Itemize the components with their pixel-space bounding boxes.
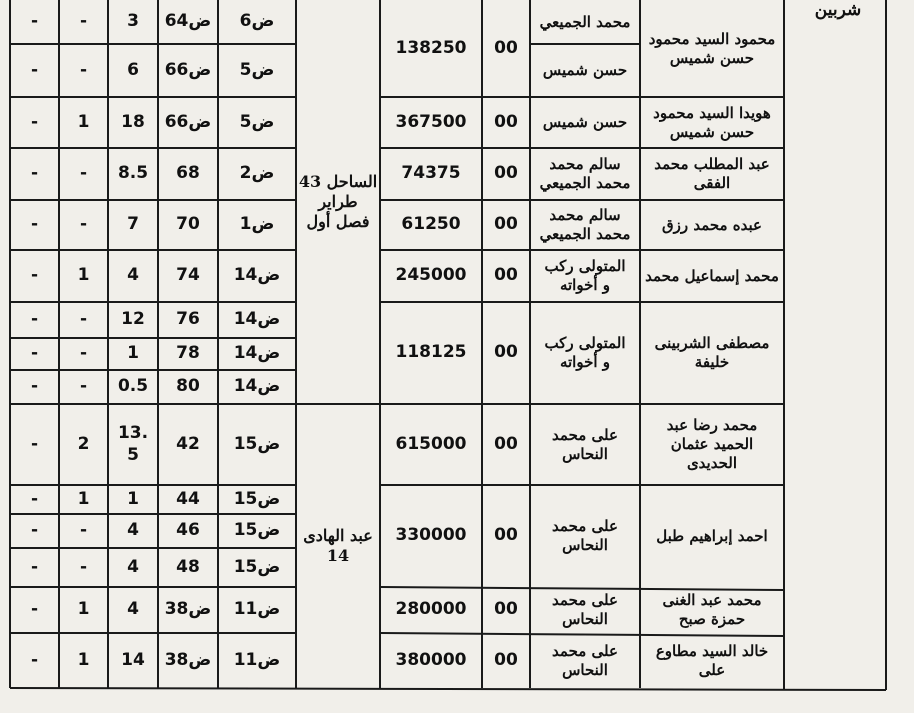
sahm-cell: 2 bbox=[77, 433, 90, 454]
code-cell: 00 bbox=[494, 525, 518, 546]
hod-cell: ض15 bbox=[233, 520, 281, 541]
price-cell: 280000 bbox=[395, 599, 467, 620]
seller-name-cell: المتولى ركب و أخواته bbox=[544, 257, 626, 294]
qirat-cell: 4 bbox=[127, 265, 139, 286]
dash-cell: - bbox=[30, 163, 39, 184]
price-cell: 615000 bbox=[395, 433, 467, 454]
owner-name-cell: هويدا السيد محمود حسن شميس bbox=[653, 103, 771, 141]
sahm-cell: - bbox=[79, 163, 88, 184]
price-cell: 138250 bbox=[395, 37, 467, 58]
seller-name-cell: على محمد النحاس bbox=[552, 425, 618, 463]
qirat-cell: 1 bbox=[127, 488, 139, 509]
sahm-cell: - bbox=[79, 214, 88, 235]
seller-name-cell: سالم محمد محمد الجميعي bbox=[539, 206, 631, 243]
qirat-cell: 6 bbox=[127, 59, 139, 80]
hod-cell: ض6 bbox=[239, 11, 275, 32]
sahm-cell: - bbox=[79, 376, 88, 397]
code-cell: 00 bbox=[494, 163, 518, 184]
hod-cell: ض15 bbox=[233, 488, 281, 509]
plot-number-cell: 44 bbox=[176, 488, 200, 509]
dash-cell: - bbox=[30, 488, 39, 509]
dash-cell: - bbox=[30, 265, 39, 286]
seller-name-cell: حسن شميس bbox=[542, 113, 628, 132]
plot-number-cell: ض38 bbox=[164, 649, 212, 670]
qirat-cell: 1 bbox=[127, 343, 139, 364]
qirat-cell: 14 bbox=[121, 649, 145, 670]
qirat-cell: 18 bbox=[121, 111, 145, 132]
dash-cell: - bbox=[30, 433, 39, 454]
dash-cell: - bbox=[30, 11, 39, 32]
hod-cell: ض11 bbox=[233, 649, 281, 670]
dash-cell: - bbox=[30, 376, 39, 397]
owner-name-cell: خالد السيد مطاوع على bbox=[655, 641, 769, 679]
area-name-cell: الساحل 43 طراير فصل أول bbox=[298, 172, 378, 231]
owner-name-cell: محمود السيد محمود حسن شميس bbox=[648, 29, 776, 67]
price-cell: 74375 bbox=[401, 163, 461, 184]
code-cell: 00 bbox=[494, 649, 518, 670]
plot-number-cell: ض64 bbox=[164, 11, 212, 32]
hod-cell: ض14 bbox=[233, 376, 281, 397]
code-cell: 00 bbox=[494, 214, 518, 235]
plot-number-cell: 42 bbox=[176, 433, 200, 454]
hod-cell: ض11 bbox=[233, 599, 281, 620]
qirat-cell: 7 bbox=[127, 214, 139, 235]
dash-cell: - bbox=[30, 556, 39, 577]
qirat-cell: 4 bbox=[127, 556, 139, 577]
qirat-cell: 4 bbox=[127, 599, 139, 620]
code-cell: 00 bbox=[494, 599, 518, 620]
seller-name-cell: محمد الجميعي bbox=[539, 12, 631, 31]
plot-number-cell: 68 bbox=[176, 163, 200, 184]
dash-cell: - bbox=[30, 520, 39, 541]
sahm-cell: - bbox=[79, 309, 88, 330]
price-cell: 367500 bbox=[395, 111, 467, 132]
hod-cell: ض14 bbox=[233, 265, 281, 286]
seller-name-cell: حسن شميس bbox=[542, 61, 628, 80]
owner-name-cell: عبد المطلب محمد الفقى bbox=[654, 155, 770, 192]
hod-cell: ض15 bbox=[233, 556, 281, 577]
price-cell: 118125 bbox=[395, 342, 467, 363]
code-cell: 00 bbox=[494, 433, 518, 454]
sahm-cell: - bbox=[79, 520, 88, 541]
region-label: شربين bbox=[814, 0, 862, 20]
plot-number-cell: 46 bbox=[176, 520, 200, 541]
seller-name-cell: المتولى ركب و أخواته bbox=[544, 334, 626, 371]
owner-name-cell: عبده محمد رزق bbox=[661, 215, 763, 234]
hod-cell: ض5 bbox=[239, 111, 275, 132]
dash-cell: - bbox=[30, 649, 39, 670]
sahm-cell: 1 bbox=[77, 599, 90, 620]
dash-cell: - bbox=[30, 309, 39, 330]
plot-number-cell: 78 bbox=[176, 343, 200, 364]
hod-cell: ض5 bbox=[239, 59, 275, 80]
hod-cell: ض14 bbox=[233, 343, 281, 364]
price-cell: 61250 bbox=[401, 214, 461, 235]
sahm-cell: 1 bbox=[77, 265, 90, 286]
dash-cell: - bbox=[30, 599, 39, 620]
code-cell: 00 bbox=[494, 265, 518, 286]
dash-cell: - bbox=[30, 111, 39, 132]
sahm-cell: 1 bbox=[77, 111, 90, 132]
sahm-cell: - bbox=[79, 556, 88, 577]
qirat-cell: 13. 5 bbox=[117, 423, 149, 465]
hod-cell: ض2 bbox=[239, 163, 275, 184]
owner-name-cell: مصطفى الشربينى خليفة bbox=[654, 334, 770, 371]
sahm-cell: - bbox=[79, 59, 88, 80]
qirat-cell: 0.5 bbox=[117, 376, 149, 397]
code-cell: 00 bbox=[494, 342, 518, 363]
sahm-cell: 1 bbox=[77, 488, 90, 509]
code-cell: 00 bbox=[494, 37, 518, 58]
dash-cell: - bbox=[30, 59, 39, 80]
price-cell: 245000 bbox=[395, 265, 467, 286]
price-cell: 330000 bbox=[395, 525, 467, 546]
owner-name-cell: محمد عبد الغنى حمزة صبح bbox=[662, 591, 762, 628]
sahm-cell: 1 bbox=[77, 649, 90, 670]
plot-number-cell: ض66 bbox=[164, 111, 212, 132]
qirat-cell: 4 bbox=[127, 520, 139, 541]
dash-cell: - bbox=[30, 343, 39, 364]
seller-name-cell: على محمد النحاس bbox=[552, 641, 618, 679]
qirat-cell: 3 bbox=[127, 11, 139, 32]
qirat-cell: 12 bbox=[121, 309, 145, 330]
hod-cell: ض1 bbox=[239, 214, 275, 235]
seller-name-cell: على محمد النحاس bbox=[552, 591, 618, 628]
plot-number-cell: 80 bbox=[176, 376, 200, 397]
sahm-cell: - bbox=[79, 11, 88, 32]
owner-name-cell: احمد إبراهيم طبل bbox=[656, 526, 768, 545]
plot-number-cell: 76 bbox=[176, 309, 200, 330]
seller-name-cell: على محمد النحاس bbox=[552, 517, 618, 554]
plot-number-cell: 74 bbox=[176, 265, 200, 286]
hod-cell: ض14 bbox=[233, 309, 281, 330]
plot-number-cell: ض66 bbox=[164, 59, 212, 80]
seller-name-cell: سالم محمد محمد الجميعي bbox=[539, 155, 631, 192]
area-name-cell: عبد الهادى 14 bbox=[303, 526, 373, 565]
plot-number-cell: 48 bbox=[176, 556, 200, 577]
dash-cell: - bbox=[30, 214, 39, 235]
code-cell: 00 bbox=[494, 111, 518, 132]
price-cell: 380000 bbox=[395, 649, 467, 670]
qirat-cell: 8.5 bbox=[117, 163, 149, 184]
owner-name-cell: محمد إسماعيل محمد bbox=[645, 266, 779, 285]
plot-number-cell: 70 bbox=[176, 214, 200, 235]
plot-number-cell: ض38 bbox=[164, 599, 212, 620]
hod-cell: ض15 bbox=[233, 433, 281, 454]
owner-name-cell: محمد رضا عبد الحميد عثمان الحديدى bbox=[666, 416, 758, 472]
sahm-cell: - bbox=[79, 343, 88, 364]
